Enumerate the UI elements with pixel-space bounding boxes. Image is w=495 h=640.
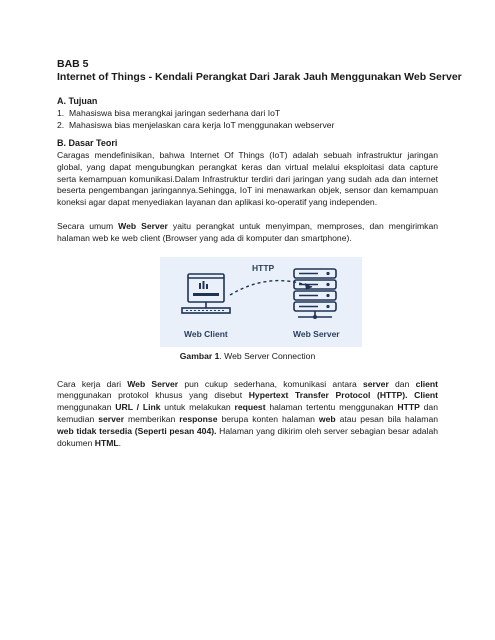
chart-bar-icon	[203, 281, 205, 289]
chart-bar-icon	[206, 284, 208, 289]
page-title: Internet of Things - Kendali Perangkat Dari Jarak Jauh Menggunakan Web Server	[57, 71, 462, 83]
paragraph-iot-definition: Caragas mendefinisikan, bahwa Internet Of Things (IoT) adalah sebuah infrastruktur jaringan global, yang dapat mengubungkan perangkat keras dan virtual melalui eksploitasi data capture serta kemampuan komunikasi.Dalam Infrastruktur terdiri dari jaringan yang sudah ada dan internet beserta pengembangan jaringannya.Sehingga, IoT ini menawarkan objek, sensor dan kemampuan koneksi agar dapat menyediakan layanan dan aplikasi ko-operatif yang independen.	[57, 150, 438, 208]
list-item	[57, 120, 438, 132]
text-run: menggunakan	[57, 402, 116, 413]
tujuan-list	[57, 108, 438, 131]
bold-run: URL / Link	[115, 402, 161, 413]
text-run: Cara kerja dari	[57, 378, 128, 389]
list-item	[57, 108, 438, 120]
bold-run: server	[363, 378, 389, 389]
bold-run: Web Server	[127, 378, 179, 389]
web-client-icon	[182, 274, 230, 313]
list-number: 1.	[57, 108, 65, 118]
text-run: berupa konten halaman	[217, 413, 319, 424]
bold-run: client	[415, 378, 439, 389]
list-text: Mahasiswa bias menjelaskan cara kerja IoT menggunakan webserver	[69, 119, 335, 130]
bold-run: HTML	[94, 437, 119, 448]
text-run: dan	[388, 378, 416, 389]
list-text: Mahasiswa bisa merangkai jaringan sederhana dari IoT	[69, 108, 281, 118]
bold-run: Web Server	[118, 220, 168, 231]
text-run: halaman tertentu menggunakan	[265, 402, 398, 413]
text-run: .	[118, 437, 122, 448]
figure-caption	[57, 351, 438, 362]
bold-run: server	[98, 413, 125, 424]
bold-run: request	[234, 402, 266, 413]
text-run: yaitu perangkat untuk menyimpan, memproses, dan mengirimkan halaman web ke web client (Browser yang ada di komputer dan smartphone).	[57, 220, 438, 243]
progress-bar-icon	[193, 293, 219, 296]
page-content	[57, 58, 462, 461]
list-number: 2.	[57, 119, 65, 130]
web-client-label: Web Client	[184, 328, 228, 339]
text-run: atau pesan bila halaman	[335, 413, 439, 424]
web-server-connection-figure	[160, 257, 362, 347]
caption-bold: Gambar 1	[179, 350, 220, 361]
bold-run: web tidak tersedia (Seperti pesan 404).	[57, 425, 217, 436]
bold-run: Hypertext Transfer Protocol (HTTP). Client	[248, 390, 438, 401]
bold-run: response	[179, 413, 218, 424]
section-heading-dasar-teori: B. Dasar Teori	[57, 138, 118, 148]
bold-run: web	[318, 413, 336, 424]
http-connection-arc	[230, 280, 312, 294]
text-run: memberikan	[124, 413, 180, 424]
caption-text: . Web Server Connection	[219, 350, 316, 361]
bold-run: HTTP	[397, 402, 420, 413]
text-run: dan kemudian	[57, 402, 438, 424]
text-run: menggunakan protokol khusus yang disebut	[57, 390, 249, 401]
text-run: untuk melakukan	[160, 402, 235, 413]
chart-bar-icon	[199, 283, 201, 289]
paragraph-cara-kerja	[57, 379, 438, 450]
web-server-label: Web Server	[293, 328, 340, 339]
section-heading-tujuan: A. Tujuan	[57, 96, 98, 106]
web-server-icon	[294, 269, 336, 319]
paragraph-web-server	[57, 221, 438, 245]
http-label: HTTP	[252, 262, 275, 273]
text-run: pun cukup sederhana, komunikasi antara	[178, 378, 363, 389]
text-run: Halaman yang dikirim oleh server sebagian besar adalah dokumen	[57, 425, 439, 448]
chapter-label: BAB 5	[57, 58, 89, 70]
text-run: Secara umum	[57, 220, 119, 231]
